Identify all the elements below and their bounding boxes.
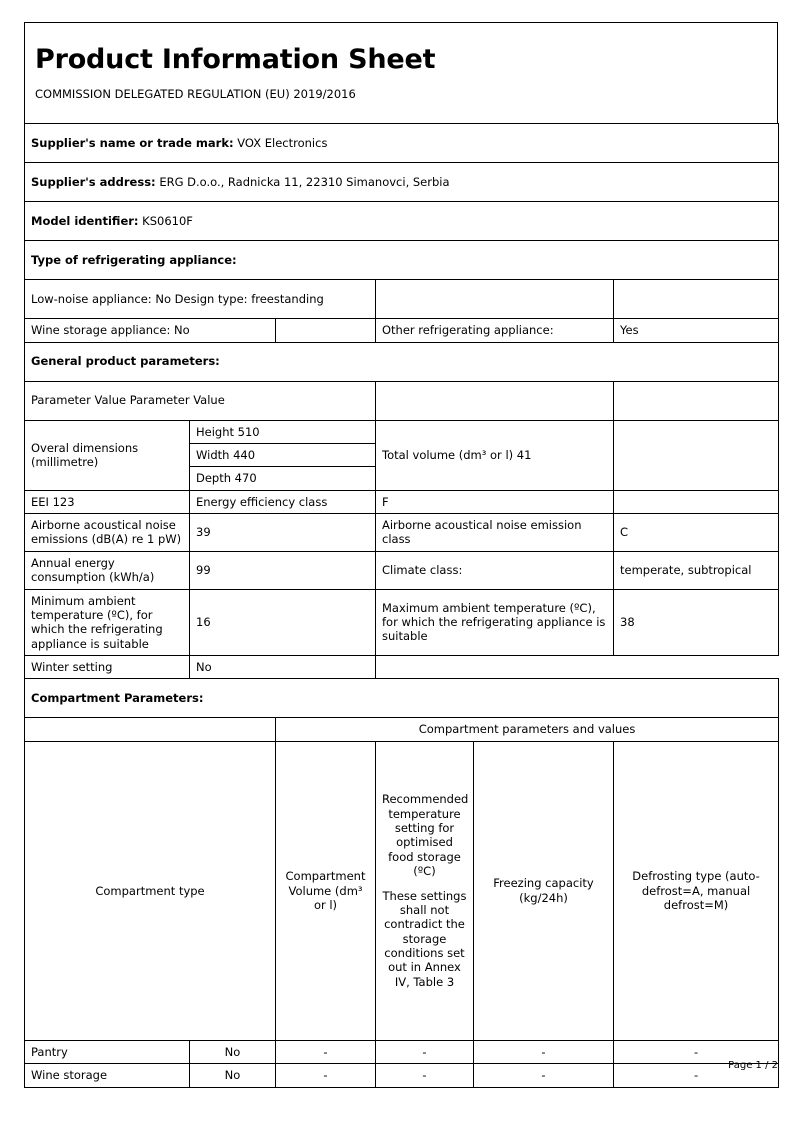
compartment-row-type: Pantry — [25, 1040, 190, 1063]
compartment-volume-header: Compartment Volume (dm³ or l) — [276, 741, 376, 1040]
compartment-row-present: No — [190, 1064, 276, 1087]
table-row — [25, 1064, 779, 1087]
table-row — [25, 280, 779, 319]
compartment-row-volume: - — [276, 1040, 376, 1063]
width-cell: Width 440 — [190, 443, 376, 466]
noise-class-label: Airborne acoustical noise emission class — [376, 514, 614, 552]
table-row — [25, 381, 779, 420]
climate-class-label: Climate class: — [376, 551, 614, 589]
supplier-name-value: VOX Electronics — [237, 135, 328, 150]
other-appliance-label: Other refrigerating appliance: — [376, 319, 614, 342]
compartment-section-label: Compartment Parameters: — [25, 679, 779, 718]
compartment-row-freezing: - — [474, 1064, 614, 1087]
energy-efficiency-class-label: Energy efficiency class — [190, 490, 376, 513]
annual-energy-label: Annual energy consumption (kWh/a) — [25, 551, 190, 589]
table-row — [25, 589, 779, 656]
supplier-address-cell — [25, 163, 779, 202]
noise-class-value: C — [614, 514, 779, 552]
max-ambient-temp-value: 38 — [614, 589, 779, 656]
table-row — [25, 718, 779, 741]
winter-setting-label: Winter setting — [25, 656, 190, 679]
other-appliance-value: Yes — [614, 319, 779, 342]
height-cell: Height 510 — [190, 420, 376, 443]
compartment-row-type: Wine storage — [25, 1064, 190, 1087]
model-identifier-label: Model identifier: — [31, 213, 139, 228]
table-row — [25, 420, 779, 443]
supplier-name-label: Supplier's name or trade mark: — [31, 135, 234, 150]
noise-emissions-label: Airborne acoustical noise emissions (dB(A) re 1 pW) — [25, 514, 190, 552]
document-page — [24, 22, 778, 1088]
supplier-address-value: ERG D.o.o., Radnicka 11, 22310 Simanovci, Serbia — [159, 174, 450, 189]
annual-energy-value: 99 — [190, 551, 376, 589]
model-identifier-value: KS0610F — [142, 213, 193, 228]
energy-class-blank — [614, 490, 779, 513]
winter-setting-blank-2 — [614, 656, 779, 679]
header-frame — [24, 22, 778, 123]
min-ambient-temp-value: 16 — [190, 589, 376, 656]
compartment-row-temperature: - — [376, 1064, 474, 1087]
supplier-name-cell — [25, 124, 779, 163]
low-noise-blank-cell — [376, 280, 614, 319]
table-row — [25, 342, 779, 381]
general-section-label: General product parameters: — [25, 342, 779, 381]
table-row — [25, 514, 779, 552]
table-row — [25, 656, 779, 679]
compartment-row-present: No — [190, 1040, 276, 1063]
header-frame-cell — [25, 23, 778, 124]
climate-class-value: temperate, subtropical — [614, 551, 779, 589]
compartment-temperature-header-part1: Recommended temperature setting for optimised food storage (ºC) — [382, 792, 469, 879]
page-subtitle: COMMISSION DELEGATED REGULATION (EU) 2019/2016 — [35, 86, 356, 101]
table-row — [25, 319, 779, 342]
compartment-temperature-header — [376, 741, 474, 1040]
table-row — [25, 679, 779, 718]
total-volume-cell: Total volume (dm³ or l) 41 — [376, 420, 614, 490]
compartment-defrost-header: Defrosting type (auto-defrost=A, manual defrost=M) — [614, 741, 779, 1040]
page-title: Product Information Sheet — [35, 44, 436, 75]
winter-setting-blank — [376, 656, 614, 679]
low-noise-blank-cell-2 — [614, 280, 779, 319]
model-identifier-cell — [25, 202, 779, 241]
compartment-freezing-header: Freezing capacity (kg/24h) — [474, 741, 614, 1040]
table-row — [25, 551, 779, 589]
compartment-row-temperature: - — [376, 1040, 474, 1063]
depth-cell: Depth 470 — [190, 467, 376, 490]
compartment-row-defrost: - — [614, 1040, 779, 1063]
appliance-type-section-label: Type of refrigerating appliance: — [25, 241, 779, 280]
compartment-row-freezing: - — [474, 1040, 614, 1063]
compartment-row-volume: - — [276, 1064, 376, 1087]
table-row — [25, 124, 779, 163]
compartment-group-header: Compartment parameters and values — [276, 718, 779, 741]
table-row — [25, 163, 779, 202]
parameter-header-blank — [376, 381, 614, 420]
low-noise-cell: Low-noise appliance: No Design type: freestanding — [25, 280, 376, 319]
compartment-type-header: Compartment type — [25, 741, 276, 1040]
table-row — [25, 1040, 779, 1063]
compartment-row-defrost: - — [614, 1064, 779, 1087]
table-row — [25, 241, 779, 280]
table-row — [25, 741, 779, 1040]
noise-emissions-value: 39 — [190, 514, 376, 552]
product-information-table — [24, 123, 779, 1087]
parameter-header-cell: Parameter Value Parameter Value — [25, 381, 376, 420]
energy-efficiency-class-value: F — [376, 490, 614, 513]
supplier-address-label: Supplier's address: — [31, 174, 156, 189]
overall-dimensions-label: Overal dimensions (millimetre) — [25, 420, 190, 490]
table-row — [25, 202, 779, 241]
wine-storage-blank-cell — [276, 319, 376, 342]
parameter-header-blank-2 — [614, 381, 779, 420]
total-volume-blank — [614, 420, 779, 490]
compartment-temperature-header-gap — [382, 879, 467, 889]
compartment-temperature-header-part2: These settings shall not contradict the storage conditions set out in Annex IV, Table 3 — [382, 888, 467, 989]
table-row — [25, 490, 779, 513]
winter-setting-value: No — [190, 656, 376, 679]
max-ambient-temp-label: Maximum ambient temperature (ºC), for which the refrigerating appliance is suitable — [376, 589, 614, 656]
wine-storage-appliance-cell: Wine storage appliance: No — [25, 319, 276, 342]
compartment-header-blank — [25, 718, 276, 741]
eei-cell: EEI 123 — [25, 490, 190, 513]
page-footer: Page 1 / 2 — [728, 1060, 778, 1071]
min-ambient-temp-label: Minimum ambient temperature (ºC), for which the refrigerating appliance is suitable — [25, 589, 190, 656]
